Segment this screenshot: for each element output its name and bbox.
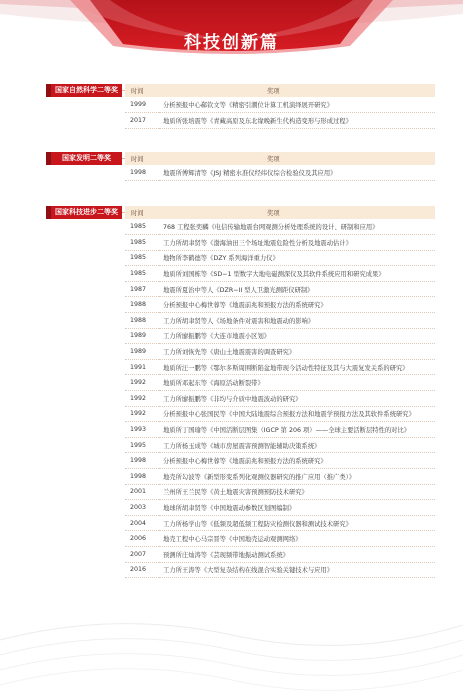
year-cell: 1992 (125, 391, 159, 407)
section-label: 国家自然科学二等奖 (51, 84, 122, 97)
table-row (125, 484, 435, 500)
year-cell: 1985 (125, 219, 159, 235)
year-cell: 1998 (125, 453, 159, 469)
table-row (125, 422, 435, 438)
table-row (125, 469, 435, 485)
award-cell: 分析预报中心梅世蓉等《地震前兆和预报方法的系统研究》 (159, 453, 435, 469)
table-row (125, 113, 435, 129)
table-row (125, 453, 435, 469)
award-cell: 地质所丁国瑜等《中国活断层图集（IGCP 第 206 项）——全球主要活断层特性的对比》 (159, 422, 435, 438)
award-cell: 预测所庄灿涛等《芸现频带地振动测试系统》 (159, 546, 435, 562)
award-cell: 工力所廖振鹏等《非均与介质中地震波动的研究》 (159, 391, 435, 407)
year-cell: 1988 (125, 297, 159, 313)
year-cell: 1991 (125, 359, 159, 375)
section-label: 国家科技进步二等奖 (51, 206, 122, 219)
year-cell: 1993 (125, 422, 159, 438)
table-row (125, 250, 435, 266)
award-cell: 分析预报中心郗钦文等《精密引潮位计算工机演绎展开研究》 (159, 97, 435, 113)
footer-decoration (0, 600, 463, 700)
award-cell: 地质所邓起东等《海原活动断裂带》 (159, 375, 435, 391)
award-cell: 工力所王涛等《大型复杂结构在线混合实验关键技术与应用》 (159, 562, 435, 578)
year-cell: 1995 (125, 437, 159, 453)
year-cell: 2007 (125, 546, 159, 562)
table-row (125, 500, 435, 516)
award-cell: 工力所杨玉成等《城市房屋震害预测智能辅助决策系统》 (159, 437, 435, 453)
year-cell: 2006 (125, 531, 159, 547)
award-cell: 工力所胡聿贤等人《场地条件对震害和地震动的影响》 (159, 313, 435, 329)
award-cell: 地壳工程中心马宗晋等《中国地壳运动观测网络》 (159, 531, 435, 547)
table-row (125, 97, 435, 113)
wave-pattern (0, 600, 463, 700)
year-cell: 1989 (125, 344, 159, 360)
table-row (125, 165, 435, 181)
col-header-item: 奖项 (159, 84, 435, 97)
award-cell: 分析预报中心张国民等《中国大陆地震综合预报方法和地震学预报方法及其软件系统研究》 (159, 406, 435, 422)
header-banner (0, 0, 463, 60)
table-row (125, 219, 435, 235)
award-cell: 地质所汪一鹏等《鄂尔多斯周围断陷盆地带现今活动性特征及其与大震复发关系的研究》 (159, 359, 435, 375)
year-cell: 1998 (125, 165, 159, 181)
table-row (125, 281, 435, 297)
table-row (125, 391, 435, 407)
awards-table (125, 152, 435, 181)
table-row (125, 297, 435, 313)
year-cell: 1987 (125, 281, 159, 297)
year-cell: 2001 (125, 484, 159, 500)
year-cell: 1998 (125, 469, 159, 485)
year-cell: 2003 (125, 500, 159, 516)
award-cell: 工力所杨学山等《低频及超低频工程防灾检测仪器和测试技术研究》 (159, 515, 435, 531)
year-cell: 1985 (125, 266, 159, 282)
award-cell: 工力所胡聿贤等《渤海油田三个场址地震危险性分析及地震动估计》 (159, 235, 435, 251)
award-cell: 地震所夏治中等人《DZR−II 型人卫激光测距仪研制》 (159, 281, 435, 297)
award-cell: 工力所刘恢先等《唐山土地震震害的调查研究》 (159, 344, 435, 360)
award-cell: 地物所李鹤德等《DZY 系列海洋重力仪》 (159, 250, 435, 266)
table-row (125, 235, 435, 251)
table-row (125, 313, 435, 329)
award-cell: 工力所廖振鹏等《大连市地震小区划》 (159, 328, 435, 344)
award-cell: 地壳所勾波等《新型形变系列化观测仪器研究的推广应用（推广类）》 (159, 469, 435, 485)
table-row (125, 344, 435, 360)
page-title: 科技创新篇 (184, 33, 279, 53)
award-cell: 兰州所王兰民等《黄土地震灾害预测预防技术研究》 (159, 484, 435, 500)
award-cell: 地质所张培震等《青藏高原及东北缘晚新生代构造变形与形成过程》 (159, 113, 435, 129)
award-cell: 地震所傅辉清等《JSJ 精密水准仪经纬仪综合检验仪及其应用》 (159, 165, 435, 181)
year-cell: 1985 (125, 235, 159, 251)
table-row (125, 266, 435, 282)
col-header-time: 时间 (125, 152, 159, 165)
year-cell: 2016 (125, 562, 159, 578)
col-header-item: 奖项 (159, 206, 435, 219)
table-row (125, 359, 435, 375)
award-cell: 768 工程张奕麟《电信传输地震台网观测分析处理系统的设计、研制和应用》 (159, 219, 435, 235)
section-label: 国家发明二等奖 (51, 152, 122, 165)
table-row (125, 531, 435, 547)
year-cell: 1989 (125, 328, 159, 344)
year-cell: 1992 (125, 375, 159, 391)
col-header-time: 时间 (125, 206, 159, 219)
table-row (125, 437, 435, 453)
table-row (125, 546, 435, 562)
year-cell: 1985 (125, 250, 159, 266)
awards-table (125, 84, 435, 129)
award-cell: 分析预报中心梅世蓉等《地震前兆和预报方法的系统研究》 (159, 297, 435, 313)
col-header-item: 奖项 (159, 152, 435, 165)
award-cell: 地质所刘国栋等《SD−1 型数字大地电磁测深仪及其软件系统应用和研究成果》 (159, 266, 435, 282)
table-row (125, 406, 435, 422)
table-row (125, 328, 435, 344)
awards-table (125, 206, 435, 578)
table-row (125, 375, 435, 391)
table-row (125, 515, 435, 531)
award-cell: 地球所胡聿贤等《中国地震动参数区划图编制》 (159, 500, 435, 516)
table-row (125, 562, 435, 578)
year-cell: 1992 (125, 406, 159, 422)
year-cell: 1999 (125, 97, 159, 113)
year-cell: 2004 (125, 515, 159, 531)
year-cell: 2017 (125, 113, 159, 129)
col-header-time: 时间 (125, 84, 159, 97)
year-cell: 1988 (125, 313, 159, 329)
